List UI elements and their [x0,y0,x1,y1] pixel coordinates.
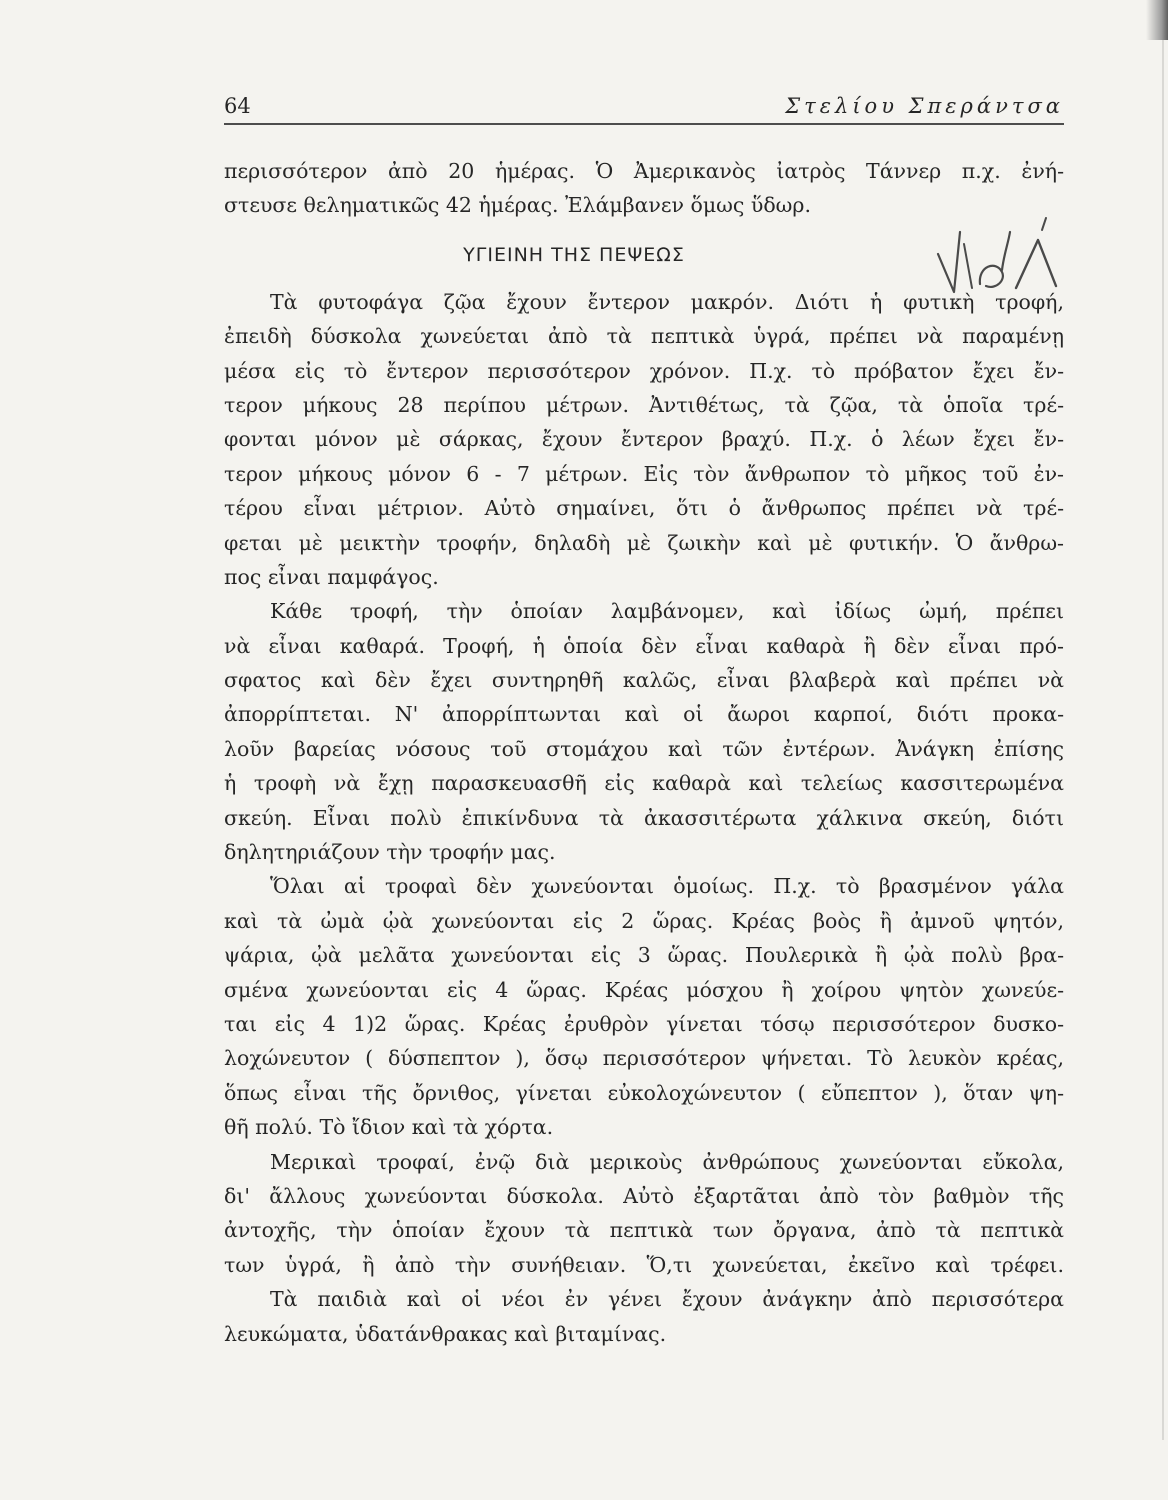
text-line: ἀπορρίπτεται. Ν' ἀπορρίπτωνται καὶ οἱ ἄωροι καρποί, διότι προκα- [224,702,1064,727]
text-line: των ὑγρά, ἢ ἀπὸ τὴν συνήθειαν. Ὅ,τι χωνεύεται, ἐκεῖνο καὶ τρέφει. [224,1252,1064,1277]
text-line: στευσε θεληματικῶς 42 ἡμέρας. Ἐλάμβανεν ὅμως ὕδωρ. [224,193,811,218]
text-line: νὰ εἶναι καθαρά. Τροφή, ἡ ὁποία δὲν εἶναι καθαρὰ ἢ δὲν εἶναι πρό- [224,633,1064,658]
header-rule [224,123,1064,125]
text-line: δι' ἄλλους χωνεύονται δύσκολα. Αὐτὸ ἐξαρτᾶται ἀπὸ τὸν βαθμὸν τῆς [224,1183,1064,1208]
paragraph [224,285,1064,595]
text-line: ἀντοχῆς, τὴν ὁποίαν ἔχουν τὰ πεπτικὰ των ὄργανα, ἀπὸ τὰ πεπτικὰ [224,1218,1064,1243]
text-line: ται εἰς 4 1)2 ὥρας. Κρέας ἐρυθρὸν γίνεται τόσῳ περισσότερον δυσκο- [224,1011,1064,1036]
text-line: μέσα εἰς τὸ ἔντερον περισσότερον χρόνον. Π.χ. τὸ πρόβατον ἔχει ἔν- [224,358,1064,383]
paragraph [224,1145,1064,1283]
text-line: σφατος καὶ δὲν ἔχει συντηρηθῆ καλῶς, εἶναι βλαβερὰ καὶ πρέπει νὰ [224,668,1064,693]
text-line: ἡ τροφὴ νὰ ἔχῃ παρασκευασθῆ εἰς καθαρὰ καὶ τελείως κασσιτερωμένα [224,771,1064,796]
text-line: σμένα χωνεύονται εἰς 4 ὥρας. Κρέας μόσχου ἢ χοίρου ψητὸν χωνεύε- [224,977,1064,1002]
text-line: θῆ πολύ. Τὸ ἴδιον καὶ τὰ χόρτα. [224,1115,554,1140]
paragraph [224,594,1064,869]
text-line: Κάθε τροφή, τὴν ὁποίαν λαμβάνομεν, καὶ ἰδίως ὠμή, πρέπει [270,599,1064,624]
text-line: δηλητηριάζουν τὴν τροφήν μας. [224,840,556,865]
text-line: ὅπως εἶναι τῆς ὄρνιθος, γίνεται εὐκολοχώνευτον ( εὔπεπτον ), ὅταν ψη- [224,1080,1064,1105]
page-number: 64 [224,94,251,118]
section-heading: ΥΓΙΕΙΝΗ ΤΗΣ ΠΕΨΕΩΣ [463,243,685,266]
text-line: περισσότερον ἀπὸ 20 ἡμέρας. Ὁ Ἀμερικανὸς ἰατρὸς Τάννερ π.χ. ἐνή- [224,159,1064,183]
text-line: φεται μὲ μεικτὴν τροφήν, δηλαδὴ μὲ ζωικὴν καὶ μὲ φυτικήν. Ὁ ἄνθρω- [224,530,1064,555]
text-line: Ὅλαι αἱ τροφαὶ δὲν χωνεύονται ὁμοίως. Π.χ. τὸ βρασμένον γάλα [270,874,1064,899]
text-line: σκεύη. Εἶναι πολὺ ἐπικίνδυνα τὰ ἀκασσιτέρωτα χάλκινα σκεύη, διότι [224,805,1064,830]
text-line: λευκώματα, ὑδατάνθρακας καὶ βιταμίνας. [224,1321,667,1346]
text-line: τέρου εἶναι μέτριον. Αὐτὸ σημαίνει, ὅτι ὁ ἄνθρωπος πρέπει νὰ τρέ- [224,496,1064,521]
paragraph [224,1282,1064,1351]
running-title: Στελίου Σπεράντσα [785,94,1064,118]
text-line: λοῦν βαρείας νόσους τοῦ στομάχου καὶ τῶν ἐντέρων. Ἀνάγκη ἐπίσης [224,736,1064,761]
paragraph [224,869,1064,1144]
text-line: φονται μόνον μὲ σάρκας, ἔχουν ἔντερον βραχύ. Π.χ. ὁ λέων ἔχει ἔν- [224,427,1064,452]
text-line: λοχώνευτον ( δύσπεπτον ), ὅσῳ περισσότερον ψήνεται. Τὸ λευκὸν κρέας, [224,1046,1064,1071]
page-header [224,92,1064,122]
text-line: Μερικαὶ τροφαί, ἐνῷ διὰ μερικοὺς ἀνθρώπους χωνεύονται εὔκολα, [270,1149,1064,1174]
text-line: τερον μήκους 28 περίπου μέτρων. Ἀντιθέτως, τὰ ζῷα, τὰ ὁποῖα τρέ- [224,392,1064,417]
scan-edge-shadow [1146,0,1168,40]
text-line: ψάρια, ᾠὰ μελᾶτα χωνεύονται εἰς 3 ὥρας. Πουλερικὰ ἢ ᾠὰ πολὺ βρα- [224,943,1064,968]
text-line: τερον μήκους μόνον 6 - 7 μέτρων. Εἰς τὸν ἄνθρωπον τὸ μῆκος τοῦ ἐν- [224,461,1064,486]
text-line: Τὰ παιδιὰ καὶ οἱ νέοι ἐν γένει ἔχουν ἀνάγκην ἀπὸ περισσότερα [270,1287,1064,1312]
body-text [224,154,1064,1351]
text-line: ἐπειδὴ δύσκολα χωνεύεται ἀπὸ τὰ πεπτικὰ ὑγρά, πρέπει νὰ παραμένῃ [224,324,1064,349]
text-line: Τὰ φυτοφάγα ζῷα ἔχουν ἔντερον μακρόν. Διότι ἡ φυτικὴ τροφή, [270,289,1064,314]
scan-edge-line [1162,40,1164,1440]
text-line: καὶ τὰ ὠμὰ ᾠὰ χωνεύονται εἰς 2 ὥρας. Κρέας βοὸς ἢ ἀμνοῦ ψητόν, [224,908,1064,933]
text-line: πος εἶναι παμφάγος. [224,564,439,589]
